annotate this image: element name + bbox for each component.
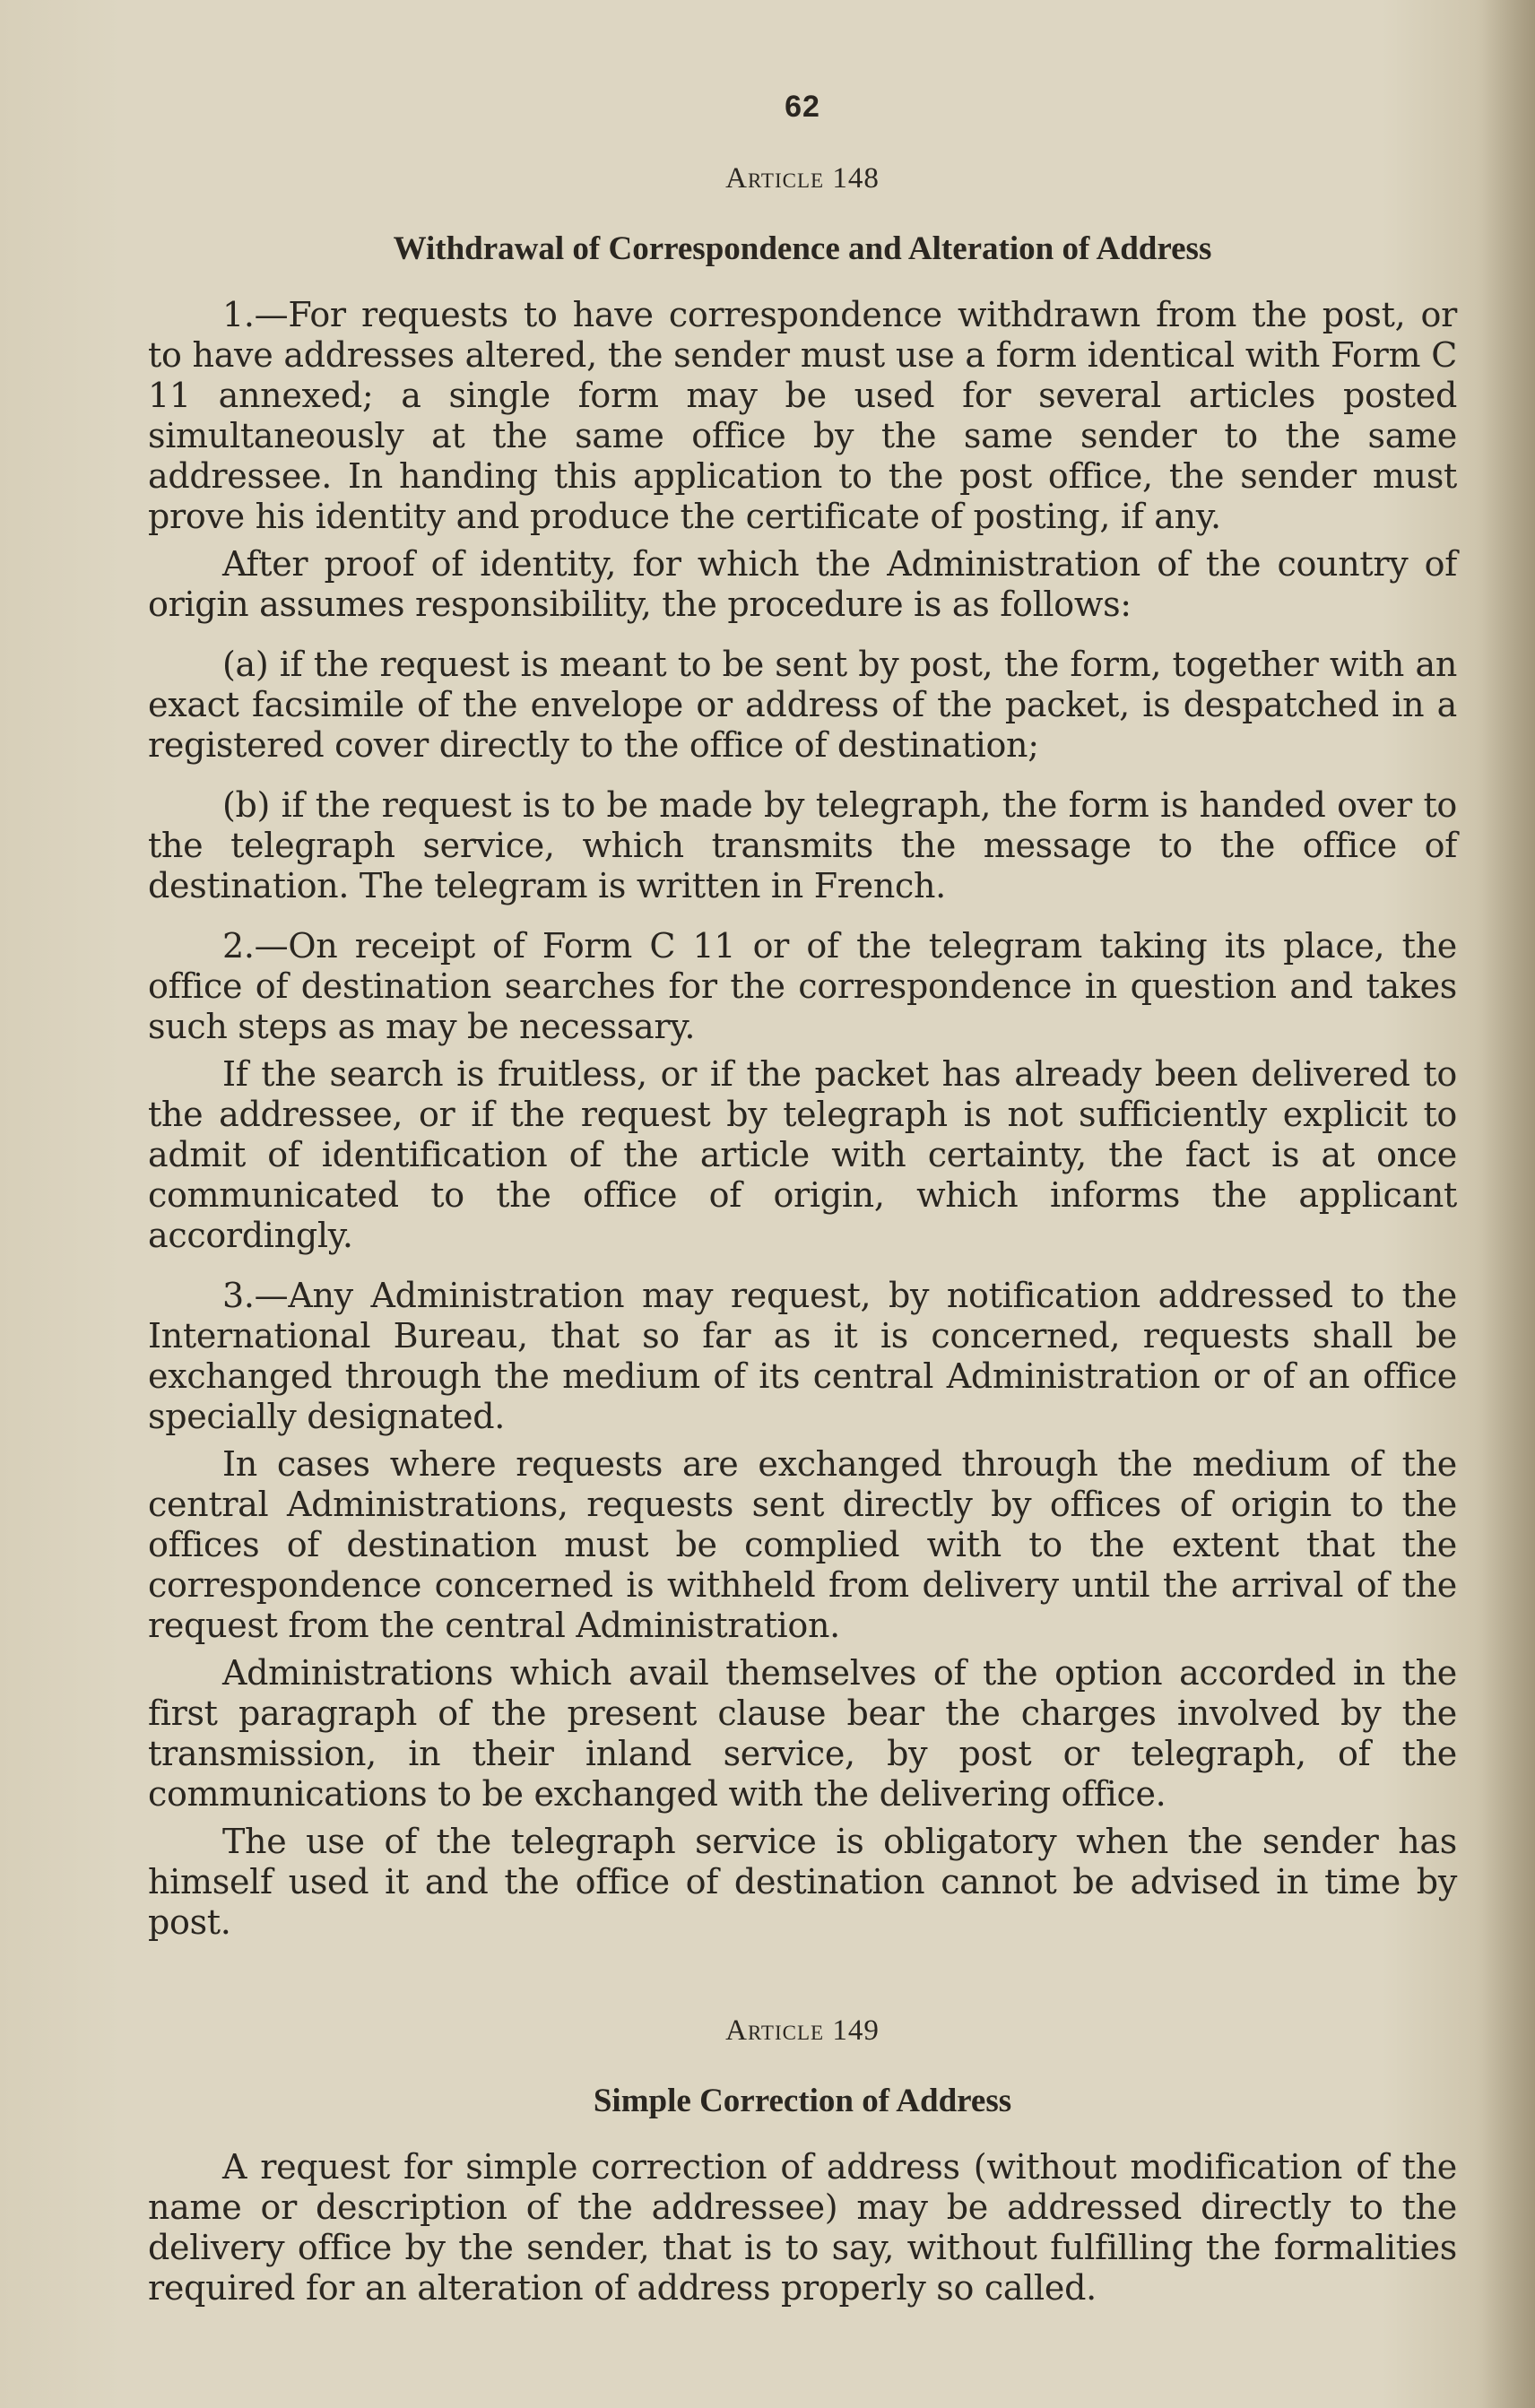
paragraph-search-fruitless: If the search is fruitless, or if the packet has already been delivered to the addressee, or if the request by telegraph is not sufficiently explicit to admit of identification of the article with certainty, the fact is at once communicated to the office of origin, which informs the applicant accordingly. [148,1054,1457,1255]
article-148 [148,162,1457,1943]
page-number: 62 [785,90,820,124]
paragraph-a: (a) if the request is meant to be sent by post, the form, together with an exact facsimile of the envelope or address of the packet, is despatched in a registered cover directly to the office of destination; [148,645,1457,765]
paragraph-simple-correction: A request for simple correction of address (without modification of the name or description of the addressee) may be addressed directly to the delivery office by the sender, that is to say, without fulfilling the formalities required for an alteration of address properly so called. [148,2147,1457,2308]
paragraph-option-charges: Administrations which avail themselves of the option accorded in the first paragraph of the present clause bear the charges involved by the transmission, in their inland service, by post or telegraph, of the communications to be exchanged with the delivering office. [148,1653,1457,1814]
paragraph-3: 3.—Any Administration may request, by notification addressed to the International Bureau, that so far as it is concerned, requests shall be exchanged through the medium of its central Administration or of an office specially designated. [148,1276,1457,1436]
article-149-title: Simple Correction of Address [593,2083,1012,2119]
binding-shadow [1481,0,1535,2408]
paragraph-2: 2.—On receipt of Form C 11 or of the telegram taking its place, the office of destination searches for the correspondence in question and takes such steps as may be necessary. [148,926,1457,1046]
paragraph-b: (b) if the request is to be made by telegraph, the form is handed over to the telegraph service, which transmits the message to the office of destination. The telegram is written in French. [148,785,1457,905]
article-148-title: Withdrawal of Correspondence and Alteration of Address [393,230,1212,267]
paragraph-telegraph-obligatory: The use of the telegraph service is obligatory when the sender has himself used it and the office of destination cannot be advised in time by post. [148,1822,1457,1942]
article-149-label: Article 149 [725,2014,880,2047]
article-149 [148,2014,1457,2308]
article-148-label: Article 148 [725,162,880,195]
paragraph-1: 1.—For requests to have correspondence withdrawn from the post, or to have addresses altered, the sender must use a form identical with Form C 11 annexed; a single form may be used for several articles posted simultaneously at the same office by the same sender to the same addressee. In handing this application to the post office, the sender must prove his identity and produce the certificate of posting, if any. [148,295,1457,536]
page-content [148,90,1457,2316]
paragraph-central-administrations: In cases where requests are exchanged through the medium of the central Administrations, requests sent directly by offices of origin to the offices of destination must be complied with to the extent that the correspondence concerned is withheld from delivery until the arrival of the request from the central Administration. [148,1444,1457,1645]
paragraph-proof-of-identity: After proof of identity, for which the Administration of the country of origin assumes responsibility, the procedure is as follows: [148,544,1457,624]
